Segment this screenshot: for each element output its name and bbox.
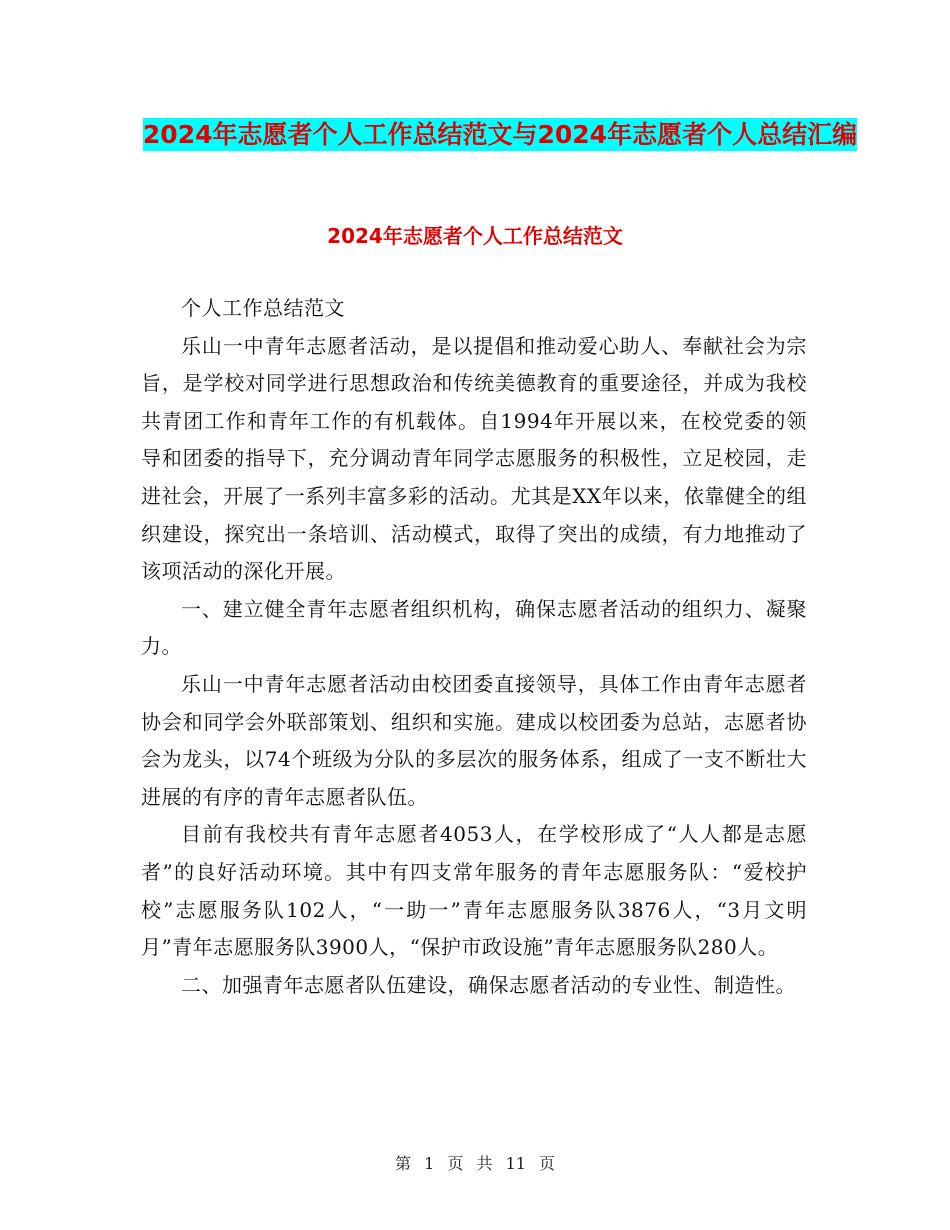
page-footer bbox=[0, 1154, 950, 1174]
footer-prefix: 第 bbox=[394, 1154, 411, 1173]
paragraph: 乐山一中青年志愿者活动，是以提倡和推动爱心助人、奉献社会为宗旨，是学校对同学进行思想政治和传统美德教育的重要途径，并成为我校共青团工作和青年工作的有机载体。自1994年开展以来，在校党委的领导和团委的指导下，充分调动青年同学志愿服务的积极性，立足校园，走进社会，开展了一系列丰富多彩的活动。尤其是XX年以来，依靠健全的组织建设，探究出一条培训、活动模式，取得了突出的成绩，有力地推动了该项活动的深化开展。 bbox=[141, 333, 807, 584]
document-body bbox=[141, 290, 807, 1004]
footer-suffix: 页 bbox=[539, 1154, 556, 1173]
paragraph-heading-1: 一、建立健全青年志愿者组织机构，确保志愿者活动的组织力、凝聚力。 bbox=[141, 596, 807, 659]
footer-page-label: 页 bbox=[447, 1154, 464, 1173]
document-title-text: 2024年志愿者个人工作总结范文与2024年志愿者个人总结汇编 bbox=[142, 120, 858, 149]
paragraph: 目前有我校共有青年志愿者4053人，在学校形成了“人人都是志愿者”的良好活动环境。其中有四支常年服务的青年志愿服务队：“爱校护校”志愿服务队102人，“一助一”青年志愿服务队3876人，“3月文明月”青年志愿服务队3900人，“保护市政设施”青年志愿服务队280人。 bbox=[141, 822, 807, 960]
footer-current-page: 1 bbox=[424, 1154, 435, 1173]
footer-total-label: 共 bbox=[476, 1154, 493, 1173]
footer-total-pages: 11 bbox=[505, 1154, 526, 1173]
document-title bbox=[120, 112, 880, 158]
section-title: 2024年志愿者个人工作总结范文 bbox=[327, 224, 623, 248]
paragraph-subheading: 个人工作总结范文 bbox=[181, 296, 345, 320]
paragraph-heading-2: 二、加强青年志愿者队伍建设，确保志愿者活动的专业性、制造性。 bbox=[181, 972, 796, 997]
paragraph: 乐山一中青年志愿者活动由校团委直接领导，具体工作由青年志愿者协会和同学会外联部策划、组织和实施。建成以校团委为总站，志愿者协会为龙头，以74个班级为分队的多层次的服务体系，组成了一支不断壮大进展的有序的青年志愿者队伍。 bbox=[141, 671, 807, 809]
